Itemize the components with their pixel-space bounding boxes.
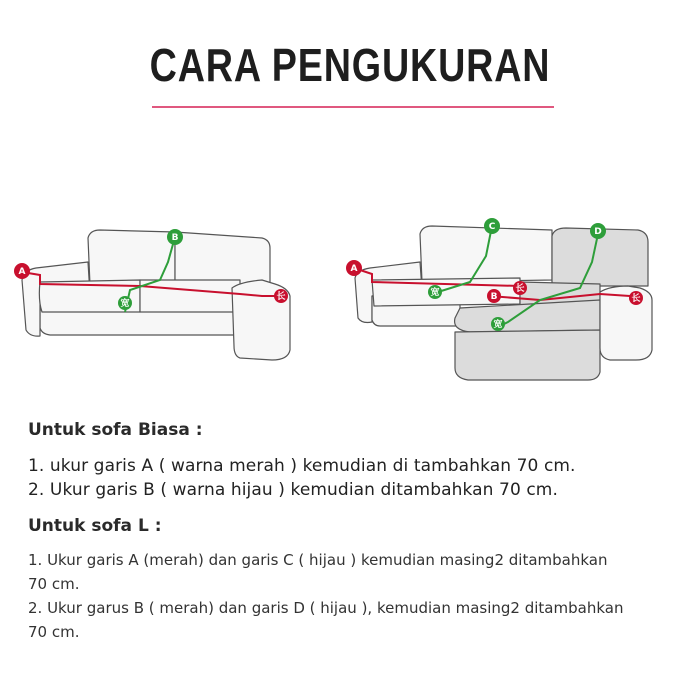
l-step-2: 2. Ukur garus B ( merah) dan garis D ( hijau ), kemudian masing2 ditambahkan 70 cm. bbox=[28, 599, 624, 641]
label-b-regular: B bbox=[171, 233, 179, 243]
regular-sofa-heading: Untuk sofa Biasa : bbox=[28, 420, 203, 440]
label-length-regular: 长 bbox=[276, 292, 286, 302]
title-underline bbox=[152, 106, 554, 108]
label-c-l: C bbox=[488, 222, 496, 232]
sofa-l bbox=[346, 218, 652, 380]
label-width-l-2: 宽 bbox=[493, 320, 503, 330]
label-a-regular: A bbox=[18, 267, 26, 277]
label-b-l: B bbox=[490, 292, 498, 302]
label-width-regular: 宽 bbox=[120, 299, 130, 309]
regular-step-1: 1. ukur garis A ( warna merah ) kemudian di tambahkan 70 cm. bbox=[28, 456, 576, 476]
label-length-l-2: 长 bbox=[631, 294, 641, 304]
sofa-regular bbox=[14, 229, 290, 360]
l-sofa-list bbox=[28, 548, 628, 644]
regular-step-2: 2. Ukur garis B ( warna hijau ) kemudian ditambahkan 70 cm. bbox=[28, 480, 558, 500]
label-a-l: A bbox=[350, 264, 358, 274]
regular-sofa-list bbox=[28, 454, 576, 502]
sofa-measurement-diagram bbox=[0, 200, 700, 390]
label-d-l: D bbox=[594, 227, 602, 237]
l-step-1: 1. Ukur garis A (merah) dan garis C ( hijau ) kemudian masing2 ditambahkan 70 cm. bbox=[28, 551, 608, 593]
page-title: CARA PENGUKURAN bbox=[149, 39, 551, 91]
l-sofa-heading: Untuk sofa L : bbox=[28, 516, 162, 536]
label-width-l-1: 宽 bbox=[430, 288, 440, 298]
label-length-l-1: 长 bbox=[515, 284, 525, 294]
